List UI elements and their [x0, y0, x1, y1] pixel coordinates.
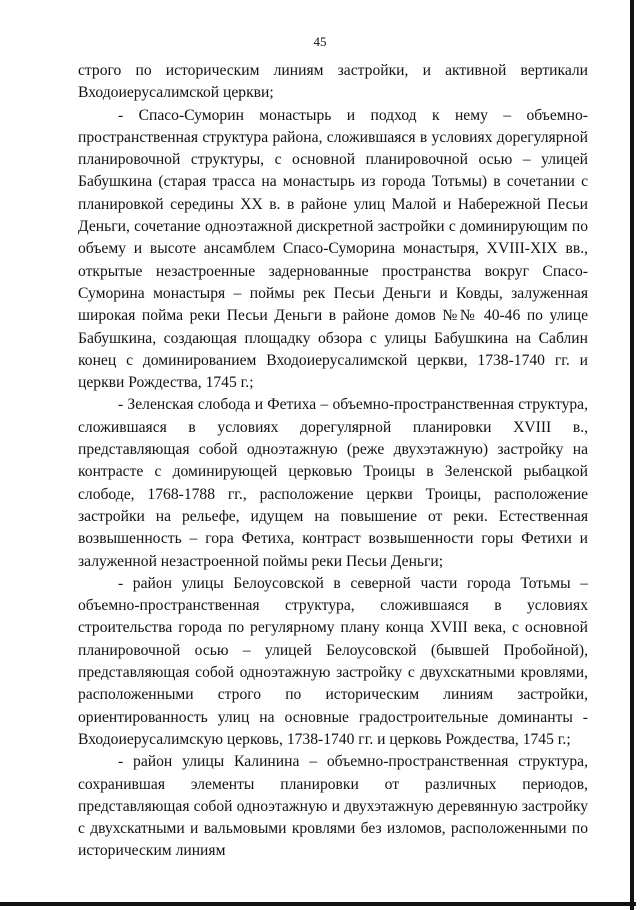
page-number: 45 — [313, 34, 327, 49]
paragraph-kalinina-street: - район улицы Калинина – объемно-пространственная структура, сохранившая элементы планировки от различных периодов, представляющая собой одноэтажную и двухэтажную деревянную застройку с двухскатными и вальмовыми кровлями без изломов, расположенными по историческим линиям — [78, 753, 588, 860]
paragraph-belousovskaya-street: - район улицы Белоусовской в северной части города Тотьмы – объемно-пространственная структура, сложившаяся в условиях строительства города по регулярному плану конца XVIII века, с основной планировочной осью – улицей Белоусовской (бывшей Пробойной), представляющая собой одноэтажную застройку с двухскатными кровлями, расположенными строго по историческим линиям застройки, ориентированность улиц на основные градостроительные доминанты - Входоиерусалимскую церковь, 1738-1740 гг. и церковь Рождества, 1745 г.; — [78, 574, 588, 748]
scan-edge-right — [630, 0, 634, 910]
scan-edge-bottom — [0, 902, 636, 906]
document-body — [78, 60, 588, 863]
paragraph-zelenskaya-sloboda: - Зеленская слобода и Фетиха – объемно-пространственная структура, сложившаяся в условиях дорегулярной планировки XVIII в., представляющая собой одноэтажную (реже двухэтажную) застройку на контрасте с доминирующей церковью Троицы в Зеленской рыбацкой слободе, 1768-1788 гг., расположение церкви Троицы, расположение застройки на рельефе, идущем на повышение от реки. Естественная возвышенность – гора Фетиха, контраст возвышенности горы Фетихи и залуженной незастроенной поймы реки Песьи Деньги; — [78, 396, 588, 570]
paragraph-continuation: строго по историческим линиям застройки, и активной вертикали Входоиерусалимской церкви; — [78, 62, 588, 102]
paragraph-spaso-sumorin: - Спасо-Суморин монастырь и подход к нему – объемно-пространственная структура района, сложившаяся в условиях дорегулярной планировочной структуры, с основной планировочной осью – улицей Бабушкина (старая трасса на монастырь из города Тотьмы) в сочетании с планировкой середины XX в. в районе улиц Малой и Набережной Песьи Деньги, сочетание одноэтажной дискретной застройки с доминирующим по объему и высоте ансамблем Спасо-Суморина монастыря, XVIII-XIX вв., открытые незастроенные задернованные пространства вокруг Спасо-Суморина монастыря – поймы рек Песьи Деньги и Ковды, залуженная широкая пойма реки Песьи Деньги в районе домов №№ 40-46 по улице Бабушкина, создающая площадку обзора с улицы Бабушкина на Саблин конец с доминированием Входоиерусалимской церкви, 1738-1740 гг. и церкви Рождества, 1745 г.; — [78, 106, 588, 392]
